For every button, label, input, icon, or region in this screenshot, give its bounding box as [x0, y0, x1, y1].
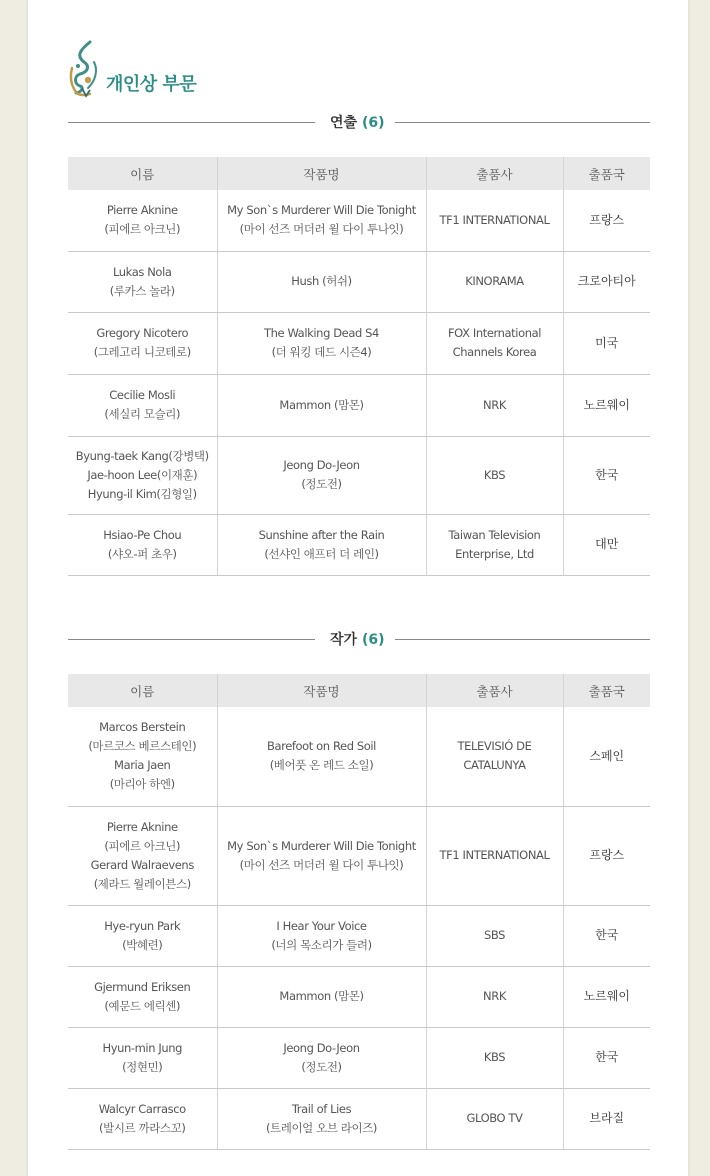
table-row: [68, 374, 650, 436]
directing-section: [68, 112, 650, 576]
country-cell: 스페인: [563, 707, 650, 806]
name-cell: Hye-ryun Park (박혜련): [68, 905, 217, 966]
table-row: [68, 436, 650, 514]
table-row: [68, 1027, 650, 1088]
table-header: [68, 157, 650, 190]
table-row: [68, 707, 650, 806]
company-cell: NRK: [426, 374, 563, 436]
work-cell: Trail of Lies (트레이얼 오브 라이즈): [217, 1088, 426, 1149]
page-title: 개인상 부문: [106, 74, 197, 95]
col-header-company: 출품사: [426, 674, 563, 707]
content-panel: [28, 0, 688, 1176]
country-cell: 노르웨이: [563, 966, 650, 1027]
section-heading: [68, 38, 196, 98]
work-cell: Mammon (맘몬): [217, 374, 426, 436]
name-cell: Gjermund Eriksen (예문드 에릭센): [68, 966, 217, 1027]
col-header-name: 이름: [68, 157, 217, 190]
table-row: [68, 251, 650, 312]
col-header-country: 출품국: [563, 674, 650, 707]
writing-table: [68, 674, 650, 1150]
country-cell: 미국: [563, 312, 650, 374]
table-row: [68, 312, 650, 374]
work-cell: I Hear Your Voice (너의 목소리가 들려): [217, 905, 426, 966]
table-row: [68, 905, 650, 966]
country-cell: 한국: [563, 1027, 650, 1088]
table-header: [68, 674, 650, 707]
work-cell: Sunshine after the Rain (선샤인 애프터 더 레인): [217, 514, 426, 575]
company-cell: TELEVISIÓ DE CATALUNYA: [426, 707, 563, 806]
name-cell: Lukas Nola (루카스 놀라): [68, 251, 217, 312]
company-cell: SBS: [426, 905, 563, 966]
section-label: 연출 (6): [330, 115, 385, 131]
section-divider: [68, 112, 650, 132]
country-cell: 프랑스: [563, 190, 650, 251]
writing-rows: [68, 707, 650, 1149]
work-cell: Jeong Do-Jeon (정도전): [217, 436, 426, 514]
col-header-work: 작품명: [217, 157, 426, 190]
table-row: [68, 1088, 650, 1149]
name-cell: Cecilie Mosli (세실리 모슬리): [68, 374, 217, 436]
directing-table: [68, 157, 650, 576]
company-cell: NRK: [426, 966, 563, 1027]
country-cell: 한국: [563, 436, 650, 514]
work-cell: My Son`s Murderer Will Die Tonight (마이 선즈 머더러 윌 다이 투나잇): [217, 806, 426, 905]
company-cell: TF1 INTERNATIONAL: [426, 806, 563, 905]
country-cell: 대만: [563, 514, 650, 575]
name-cell: Hsiao-Pe Chou (샤오-퍼 초우): [68, 514, 217, 575]
name-cell: Hyun-min Jung (정현민): [68, 1027, 217, 1088]
company-cell: FOX International Channels Korea: [426, 312, 563, 374]
section-label: 작가 (6): [330, 632, 385, 648]
name-cell: Byung-taek Kang(강병택) Jae-hoon Lee(이재훈) Hyung-il Kim(김형일): [68, 436, 217, 514]
section-divider: [68, 629, 650, 649]
company-cell: KBS: [426, 436, 563, 514]
company-cell: KINORAMA: [426, 251, 563, 312]
company-cell: Taiwan Television Enterprise, Ltd: [426, 514, 563, 575]
company-cell: KBS: [426, 1027, 563, 1088]
name-cell: Walcyr Carrasco (발시르 까라스꼬): [68, 1088, 217, 1149]
table-row: [68, 514, 650, 575]
work-cell: My Son`s Murderer Will Die Tonight (마이 선즈 머더러 윌 다이 투나잇): [217, 190, 426, 251]
work-cell: The Walking Dead S4 (더 워킹 데드 시즌4): [217, 312, 426, 374]
col-header-name: 이름: [68, 674, 217, 707]
company-cell: GLOBO TV: [426, 1088, 563, 1149]
writing-section: [68, 629, 650, 1150]
company-cell: TF1 INTERNATIONAL: [426, 190, 563, 251]
table-row: [68, 806, 650, 905]
work-cell: Mammon (맘몬): [217, 966, 426, 1027]
country-cell: 브라질: [563, 1088, 650, 1149]
work-cell: Hush (허쉬): [217, 251, 426, 312]
col-header-country: 출품국: [563, 157, 650, 190]
country-cell: 크로아티아: [563, 251, 650, 312]
country-cell: 프랑스: [563, 806, 650, 905]
name-cell: Pierre Aknine (피에르 아크닌) Gerard Walraevens (제라드 월레이븐스): [68, 806, 217, 905]
name-cell: Marcos Berstein (마르코스 베르스테인) Maria Jaen (마리아 하엔): [68, 707, 217, 806]
dragon-emblem-icon: [68, 40, 100, 98]
work-cell: Jeong Do-Jeon (정도전): [217, 1027, 426, 1088]
name-cell: Gregory Nicotero (그레고리 니코테로): [68, 312, 217, 374]
country-cell: 한국: [563, 905, 650, 966]
name-cell: Pierre Aknine (피에르 아크닌): [68, 190, 217, 251]
directing-rows: [68, 190, 650, 575]
col-header-company: 출품사: [426, 157, 563, 190]
table-row: [68, 190, 650, 251]
country-cell: 노르웨이: [563, 374, 650, 436]
table-row: [68, 966, 650, 1027]
work-cell: Barefoot on Red Soil (베어풋 온 레드 소일): [217, 707, 426, 806]
col-header-work: 작품명: [217, 674, 426, 707]
